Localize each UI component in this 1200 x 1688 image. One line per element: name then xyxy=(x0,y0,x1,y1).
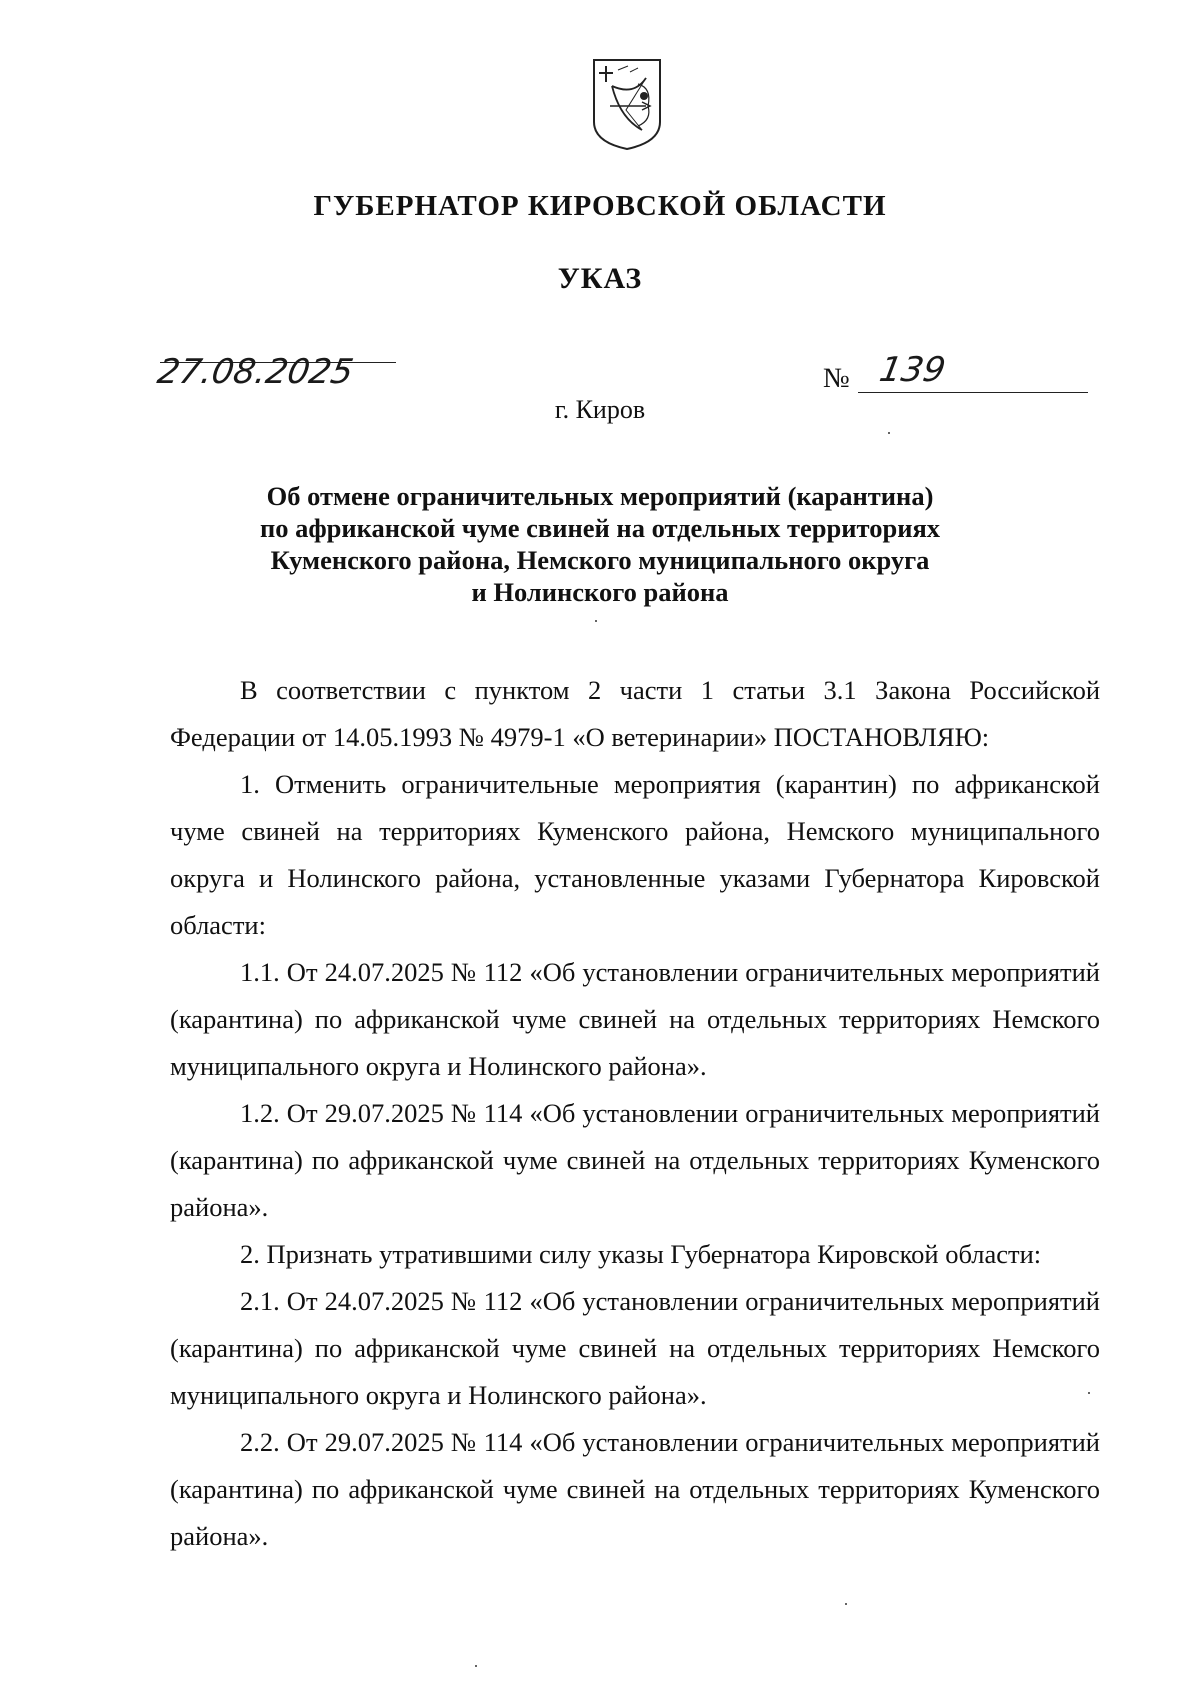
document-title xyxy=(160,480,1040,608)
number-sign: № xyxy=(823,363,850,394)
number-underline xyxy=(858,392,1088,393)
clause-1-1: 1.1. От 24.07.2025 № 112 «Об установлении ограничительных мероприятий (карантина) по африканской чуме свиней на отдельных территориях Немского муниципального округа и Нолинского района». xyxy=(170,957,1100,1081)
clause-2-2: 2.2. От 29.07.2025 № 114 «Об установлении ограничительных мероприятий (карантина) по африканской чуме свиней на отдельных территориях Куменского района». xyxy=(170,1427,1100,1551)
scan-speck xyxy=(888,432,890,434)
document-body xyxy=(170,667,1100,1560)
clause-2: 2. Признать утратившими силу указы Губернатора Кировской области: xyxy=(240,1239,1042,1269)
scan-speck xyxy=(595,620,597,622)
issuing-authority: ГУБЕРНАТОР КИРОВСКОЙ ОБЛАСТИ xyxy=(313,190,887,222)
title-line: Об отмене ограничительных мероприятий (карантина) xyxy=(266,481,934,511)
scan-speck xyxy=(475,1665,477,1667)
clause-1: 1. Отменить ограничительные мероприятия (карантин) по африканской чуме свиней на территориях Куменского района, Немского муниципального округа и Нолинского района, установленные указами Губернатора Кировской области: xyxy=(170,769,1100,940)
title-line: Куменского района, Немского муниципального округа xyxy=(270,545,930,575)
preamble-paragraph: В соответствии с пунктом 2 части 1 статьи 3.1 Закона Российской Федерации от 14.05.1993 № 4979-1 «О ветеринарии» ПОСТАНОВЛЯЮ: xyxy=(170,675,1100,752)
clause-2-1: 2.1. От 24.07.2025 № 112 «Об установлении ограничительных мероприятий (карантина) по африканской чуме свиней на отдельных территориях Немского муниципального округа и Нолинского района». xyxy=(170,1286,1100,1410)
title-line: и Нолинского района xyxy=(471,577,729,607)
issue-city: г. Киров xyxy=(554,395,646,424)
clause-1-2: 1.2. От 29.07.2025 № 114 «Об установлении ограничительных мероприятий (карантина) по африканской чуме свиней на отдельных территориях Куменского района». xyxy=(170,1098,1100,1222)
coat-of-arms-icon xyxy=(590,56,664,152)
title-line: по африканской чуме свиней на отдельных территориях xyxy=(259,513,941,543)
document-number: 139 xyxy=(876,350,949,390)
scan-speck xyxy=(845,1603,847,1605)
scan-speck xyxy=(1088,1392,1090,1394)
document-type: УКАЗ xyxy=(557,262,643,295)
document-date: 27.08.2025 xyxy=(154,352,357,392)
